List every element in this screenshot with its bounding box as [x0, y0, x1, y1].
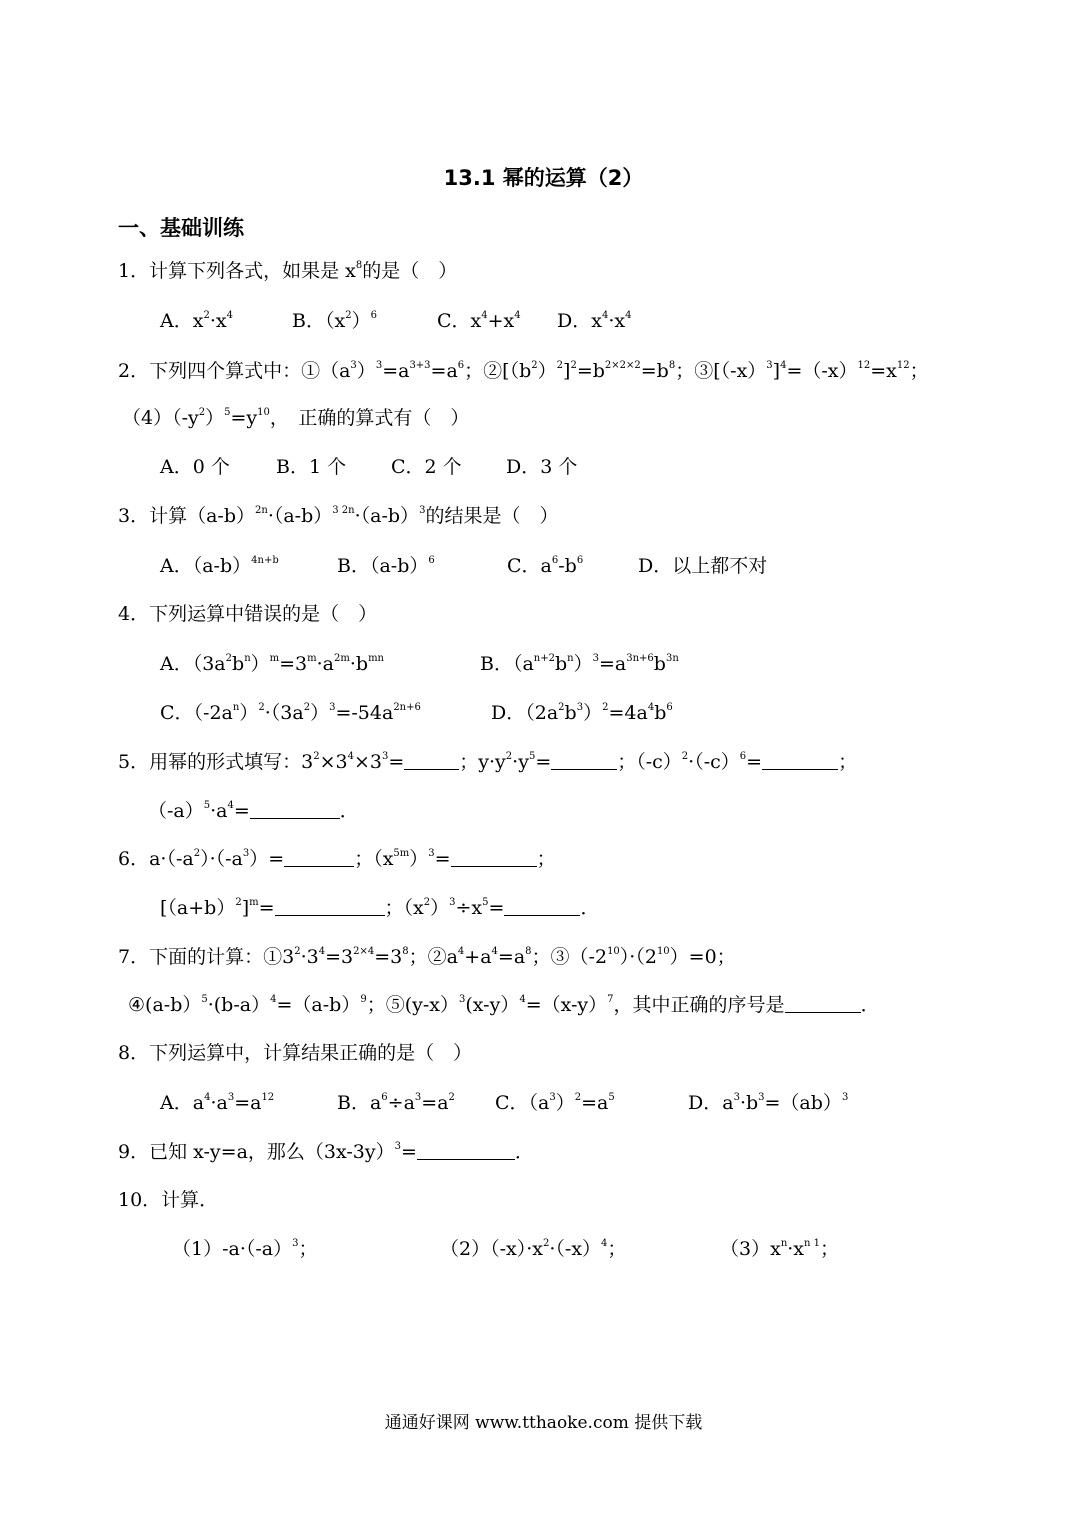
question-2-line2: $(4)(-y^2)^5=y^{10}$， 正确的算式有（ ） [122, 407, 470, 429]
q1-option-a: A．$x^2\cdot x^4$ [160, 310, 233, 332]
blank[interactable] [250, 800, 340, 819]
question-7-line2: $④(a-b)^5\cdot(b-a)^4=(a-b)^9$；$⑤(y-x)^3(x-y)^4=(x-y)^7$，其中正确的序号是 ． [128, 994, 880, 1016]
question-2: 2．下列四个算式中：$①(a^3)^3=a^{3+3}=a^6$；$②[(b^2)^2]^2=b^{2\times 2\times 2}=b^8$；$③[(-x)^3]^4=(-x)^{12}=x^{12}$； [118, 360, 929, 382]
q10-part-3: $(3)x^n\cdot x^{n 1}$； [720, 1238, 840, 1260]
q2-option-b: B．1 个 [276, 456, 347, 478]
q3-option-c: C．$a^6-b^6$ [507, 555, 584, 577]
question-8: 8．下列运算中，计算结果正确的是（ ） [118, 1042, 473, 1064]
section-heading: 一、基础训练 [118, 216, 244, 240]
q1-option-c: C．$x^4+x^4$ [437, 310, 521, 332]
q3-option-b: B．$(a-b)^6$ [337, 555, 435, 577]
page-title: 13.1 幂的运算（2） [443, 166, 644, 190]
blank[interactable] [417, 1141, 515, 1160]
blank[interactable] [275, 897, 385, 916]
blank[interactable] [451, 848, 537, 867]
q8-option-a: A．$a^4\cdot a^3=a^{12}$ [160, 1092, 275, 1114]
question-6: 6．$a\cdot(-a^2)\cdot(-a^3)=$ ；$(x^{5m})^3=$ ； [118, 848, 556, 870]
q8-option-d: D．$a^3\cdot b^3=(ab)^3$ [688, 1092, 849, 1114]
question-1: 1．计算下列各式，如果是 $x^8$的是（ ） [118, 260, 458, 282]
q2-option-c: C．2 个 [391, 456, 462, 478]
question-6-line2: $[(a+b)^2]^m=$ ；$(x^2)^3\div x^5=$ ． [160, 897, 600, 919]
q3-option-a: A．$(a-b)^{4n+b}$ [160, 555, 279, 577]
question-9: 9．已知 x-y=a，那么$(3x-3y)^3=$ ． [118, 1141, 534, 1163]
q3-option-d: D．以上都不对 [638, 555, 768, 577]
q4-option-c: C．$(-2a^n)^2\cdot(3a^2)^3=-54a^{2n+6}$ [160, 702, 421, 724]
q8-option-b: B．$a^6\div a^3=a^2$ [337, 1092, 455, 1114]
question-7: 7．下面的计算：$①3^2\cdot 3^4=3^{2\times 4}=3^8$；$②a^4+a^4=a^8$；$③(-2^{10})\cdot(2^{10})=0$； [118, 946, 736, 968]
question-3: 3．计算$(a-b)^{2n}\cdot(a-b)^{3 2n}\cdot(a-b)^3$的结果是（ ） [118, 505, 559, 527]
question-5-line2: $(-a)^5\cdot a^4=$ ． [148, 800, 359, 822]
q10-part-1: $(1)-a\cdot(-a)^3$； [172, 1238, 318, 1260]
blank[interactable] [762, 751, 838, 770]
q2-option-a: A．0 个 [160, 456, 230, 478]
blank[interactable] [551, 751, 617, 770]
question-10: 10．计算． [118, 1189, 219, 1211]
q1-option-d: D．$x^4\cdot x^4$ [557, 310, 632, 332]
q1-option-b: B．$(x^2)^6$ [292, 310, 377, 332]
blank[interactable] [504, 897, 580, 916]
q2-option-d: D．3 个 [506, 456, 578, 478]
q4-option-a: A．$(3a^2b^n)^m=3^m\cdot a^{2m}\cdot b^{mn}$ [160, 653, 385, 675]
blank[interactable] [404, 751, 459, 770]
blank[interactable] [785, 994, 861, 1013]
question-4: 4．下列运算中错误的是（ ） [118, 603, 378, 625]
q10-part-2: $(2)(-x)\cdot x^2\cdot(-x)^4$； [440, 1238, 627, 1260]
q8-option-c: C．$(a^3)^2=a^5$ [495, 1092, 615, 1114]
footer-source: 通通好课网 www.tthaoke.com 提供下载 [384, 1413, 703, 1433]
q4-option-d: D．$(2a^2b^3)^2=4a^4b^6$ [491, 702, 673, 724]
question-5: 5．用幂的形式填写：$3^2\times 3^4\times 3^3=$ ；$y\cdot y^2\cdot y^5=$ ；$(-c)^2\cdot(-c)^6=$ ； [118, 751, 858, 773]
q4-option-b: B．$(a^{n+2}b^n)^3=a^{3n+6}b^{3n}$ [480, 653, 679, 675]
blank[interactable] [284, 848, 354, 867]
